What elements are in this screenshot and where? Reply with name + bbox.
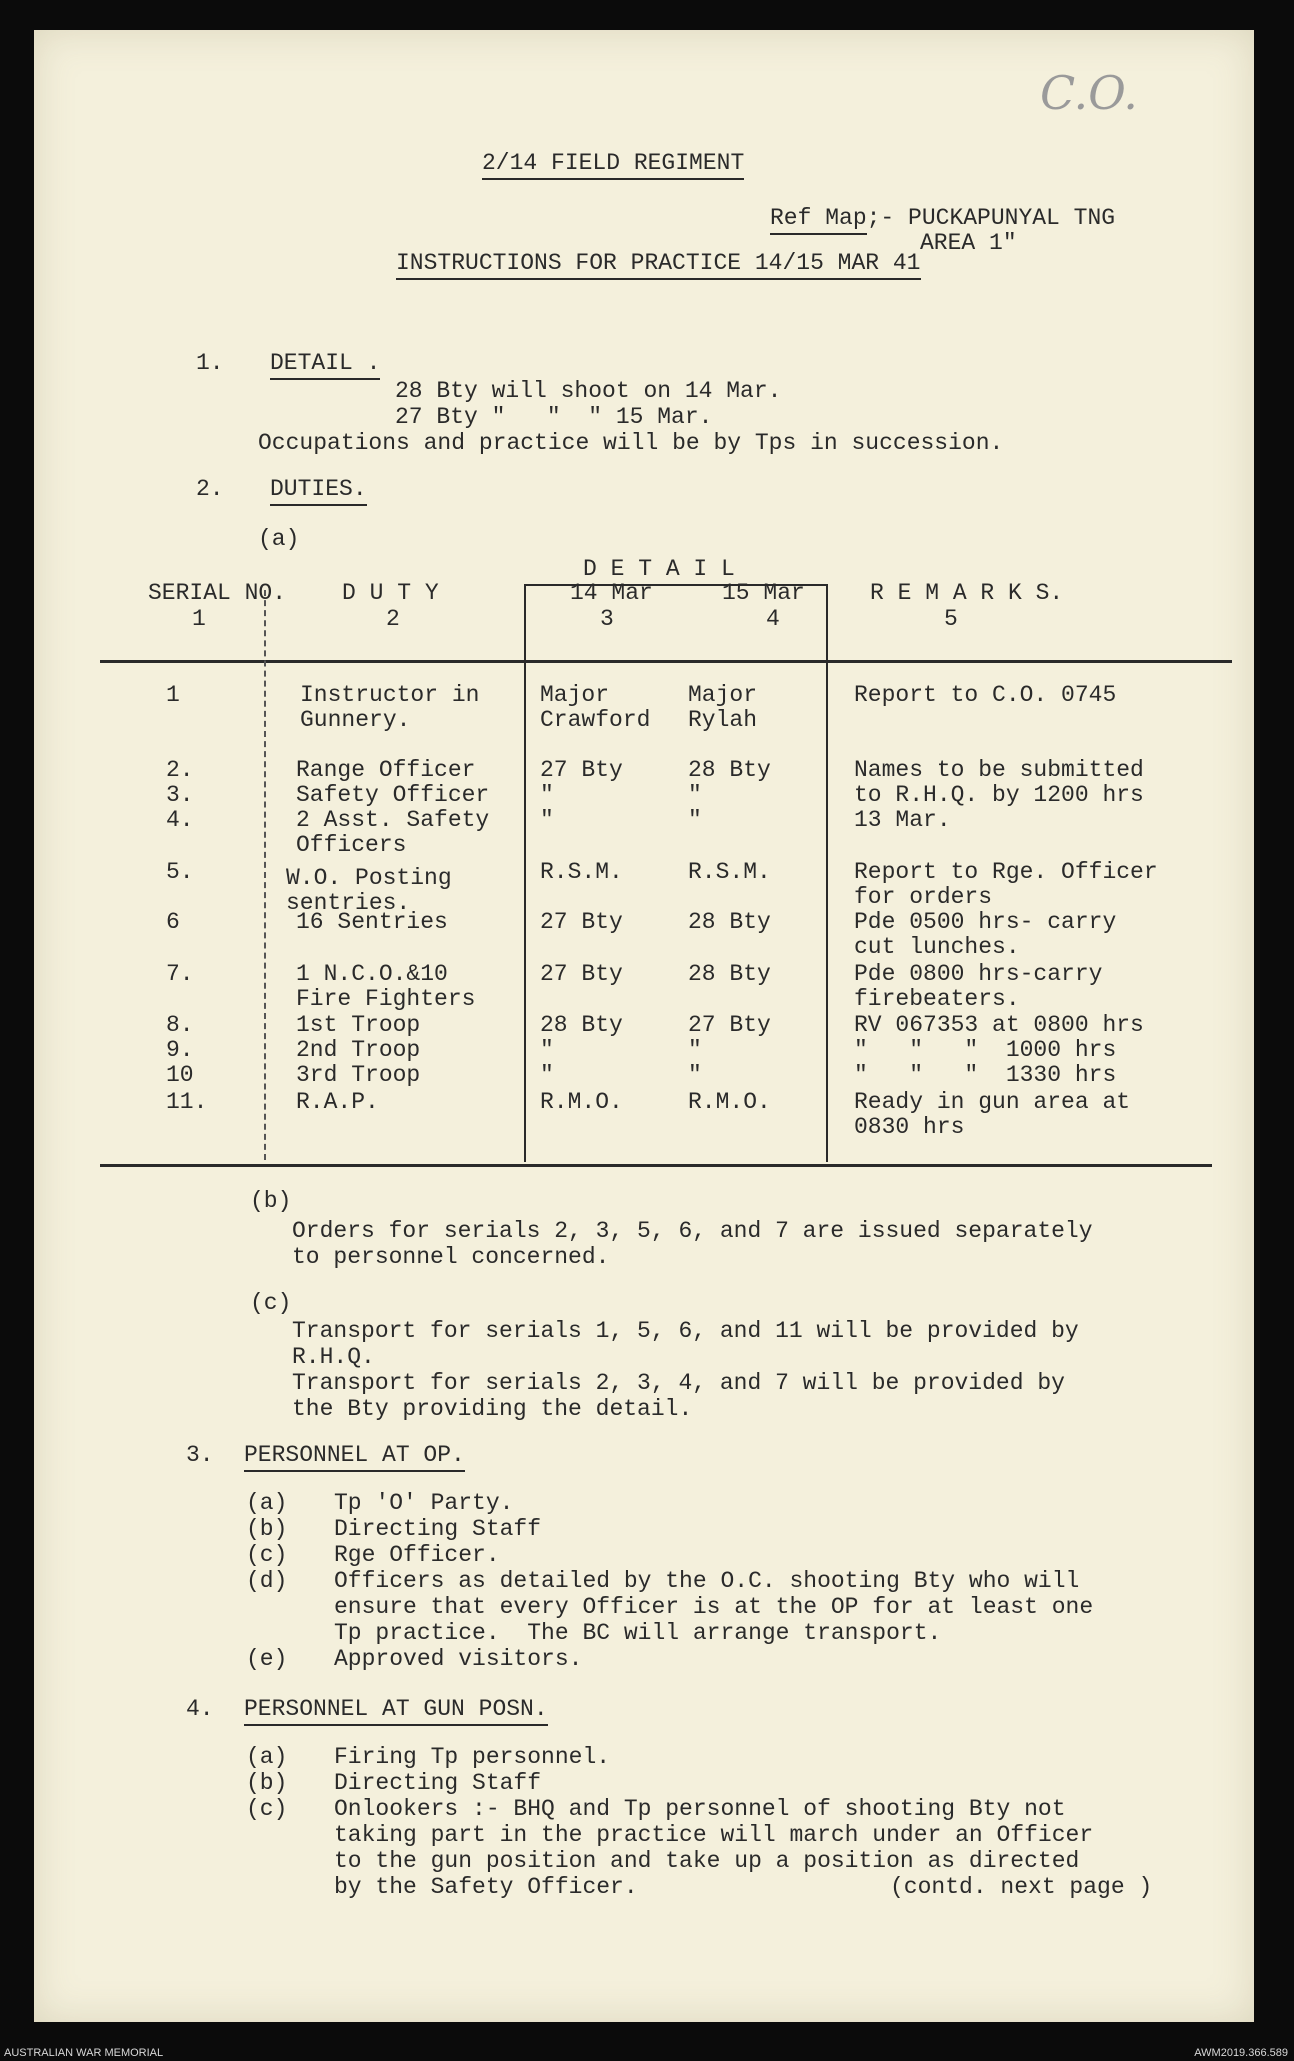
section1-heading: DETAIL . bbox=[270, 350, 380, 380]
para-c-label: (c) bbox=[250, 1290, 292, 1316]
row5-remarks: Pde 0800 hrs-carry firebeaters. bbox=[854, 961, 1103, 1012]
row6-remarks: RV 067353 at 0800 hrs " " " 1000 hrs " " " 1330 hrs bbox=[854, 1012, 1144, 1088]
row4-15mar: 28 Bty bbox=[688, 909, 771, 935]
row2-duty: Range Officer Safety Officer 2 Asst. Safety Officers bbox=[296, 757, 490, 858]
section3-item-c-label: (c) bbox=[246, 1542, 288, 1568]
row1-14mar: Major Crawford bbox=[540, 682, 651, 733]
section4-item-c-label: (c) bbox=[246, 1796, 288, 1822]
section3-heading: PERSONNEL AT OP. bbox=[244, 1442, 465, 1472]
detail-heading: D E T A I L bbox=[583, 556, 735, 582]
row5-14mar: 27 Bty bbox=[540, 961, 623, 987]
section3-item-b-text: Directing Staff bbox=[334, 1516, 542, 1542]
row6-15mar: 27 Bty " " bbox=[688, 1012, 771, 1088]
section3-item-a-label: (a) bbox=[246, 1490, 288, 1516]
section4-item-a-text: Firing Tp personnel. bbox=[334, 1744, 611, 1770]
footer-archive-name: AUSTRALIAN WAR MEMORIAL bbox=[4, 2047, 164, 2059]
section3-item-e-label: (e) bbox=[246, 1646, 288, 1672]
ref-map bbox=[770, 205, 1115, 231]
handwritten-note: C.O. bbox=[1040, 66, 1138, 120]
para-c-text: Transport for serials 1, 5, 6, and 11 will be provided by R.H.Q. Transport for serials 2, 3, 4, and 7 will be provided by the Bty providing the detail. bbox=[292, 1318, 1079, 1422]
row6-14mar: 28 Bty " " bbox=[540, 1012, 623, 1088]
row3-15mar: R.S.M. bbox=[688, 859, 771, 885]
section2-number: 2. bbox=[196, 476, 224, 502]
section4-item-c-text: Onlookers :- BHQ and Tp personnel of shooting Bty not taking part in the practice will march under an Officer to the gun position and take up a position as directed by the Safety Officer. bbox=[334, 1796, 1094, 1900]
row6-serial: 8. 9. 10 bbox=[166, 1012, 194, 1088]
ref-map-area: AREA 1" bbox=[920, 230, 1017, 256]
para-b-text: Orders for serials 2, 3, 5, 6, and 7 are issued separately to personnel concerned. bbox=[292, 1218, 1093, 1270]
col-14mar-num: 3 bbox=[600, 606, 614, 632]
para-b-label: (b) bbox=[250, 1188, 292, 1214]
table-divider-serial bbox=[264, 590, 266, 1160]
table-bottom-rule bbox=[100, 1164, 1212, 1167]
ref-map-label: Ref Map bbox=[770, 205, 867, 235]
row7-14mar: R.M.O. bbox=[540, 1089, 623, 1115]
regiment-title: 2/14 FIELD REGIMENT bbox=[482, 150, 744, 180]
row7-15mar: R.M.O. bbox=[688, 1089, 771, 1115]
row2-serial: 2. 3. 4. bbox=[166, 757, 194, 833]
row1-remarks: Report to C.O. 0745 bbox=[854, 682, 1117, 708]
table-divider-detail-left bbox=[524, 584, 526, 1162]
section4-number: 4. bbox=[186, 1696, 214, 1722]
section2-heading: DUTIES. bbox=[270, 476, 367, 506]
section3-item-d-label: (d) bbox=[246, 1568, 288, 1594]
row7-duty: R.A.P. bbox=[296, 1089, 379, 1115]
row5-serial: 7. bbox=[166, 961, 194, 987]
row4-serial: 6 bbox=[166, 909, 180, 935]
section4-item-a-label: (a) bbox=[246, 1744, 288, 1770]
section4-item-b-label: (b) bbox=[246, 1770, 288, 1796]
row3-14mar: R.S.M. bbox=[540, 859, 623, 885]
col-duty-label: D U T Y bbox=[342, 580, 439, 606]
section3-item-e-text: Approved visitors. bbox=[334, 1646, 583, 1672]
footer-archive-id: AWM2019.366.589 bbox=[1194, 2047, 1288, 2059]
continued-note: (contd. next page ) bbox=[890, 1874, 1153, 1900]
col-15mar-num: 4 bbox=[766, 606, 780, 632]
row6-duty: 1st Troop 2nd Troop 3rd Troop bbox=[296, 1012, 421, 1088]
section3-item-c-text: Rge Officer. bbox=[334, 1542, 500, 1568]
section1-line-3: Occupations and practice will be by Tps in succession. bbox=[258, 430, 1004, 456]
col-14mar-label: 14 Mar bbox=[570, 580, 653, 606]
col-serial-num: 1 bbox=[192, 606, 206, 632]
col-remarks-label: R E M A R K S. bbox=[870, 580, 1064, 606]
instructions-title: INSTRUCTIONS FOR PRACTICE 14/15 MAR 41 bbox=[396, 250, 921, 280]
section1-line-2: 27 Bty " " " 15 Mar. bbox=[395, 404, 713, 430]
row1-serial: 1 bbox=[166, 682, 180, 708]
col-15mar-label: 15 Mar bbox=[722, 580, 805, 606]
row3-remarks: Report to Rge. Officer for orders bbox=[854, 859, 1158, 910]
section3-item-b-label: (b) bbox=[246, 1516, 288, 1542]
row2-15mar: 28 Bty " " bbox=[688, 757, 771, 833]
section4-heading: PERSONNEL AT GUN POSN. bbox=[244, 1696, 548, 1726]
row3-serial: 5. bbox=[166, 859, 194, 885]
section1-line-1: 28 Bty will shoot on 14 Mar. bbox=[395, 378, 782, 404]
section3-number: 3. bbox=[186, 1442, 214, 1468]
row4-remarks: Pde 0500 hrs- carry cut lunches. bbox=[854, 909, 1117, 960]
section2-sub-a: (a) bbox=[258, 526, 300, 552]
section3-item-a-text: Tp 'O' Party. bbox=[334, 1490, 514, 1516]
col-serial-label: SERIAL NO. bbox=[148, 580, 287, 606]
col-remarks-num: 5 bbox=[944, 606, 958, 632]
row4-duty: 16 Sentries bbox=[296, 909, 448, 935]
row1-15mar: Major Rylah bbox=[688, 682, 758, 733]
row4-14mar: 27 Bty bbox=[540, 909, 623, 935]
row7-remarks: Ready in gun area at 0830 hrs bbox=[854, 1089, 1131, 1140]
section4-item-b-text: Directing Staff bbox=[334, 1770, 542, 1796]
row3-duty: W.O. Posting sentries. bbox=[286, 865, 452, 916]
row2-remarks: Names to be submitted to R.H.Q. by 1200 hrs 13 Mar. bbox=[854, 757, 1144, 833]
row5-15mar: 28 Bty bbox=[688, 961, 771, 987]
row5-duty: 1 N.C.O.&10 Fire Fighters bbox=[296, 961, 476, 1012]
ref-map-value: ;- PUCKAPUNYAL TNG bbox=[866, 205, 1116, 231]
col-duty-num: 2 bbox=[386, 606, 400, 632]
row1-duty: Instructor in Gunnery. bbox=[300, 682, 480, 733]
row7-serial: 11. bbox=[166, 1089, 208, 1115]
section1-number: 1. bbox=[196, 350, 224, 376]
row2-14mar: 27 Bty " " bbox=[540, 757, 623, 833]
section3-item-d-text: Officers as detailed by the O.C. shooting Bty who will ensure that every Officer is at the OP for at least one Tp practice. The BC will arrange transport. bbox=[334, 1568, 1094, 1646]
table-divider-detail-right bbox=[826, 584, 828, 1162]
table-top-rule bbox=[100, 660, 1232, 663]
